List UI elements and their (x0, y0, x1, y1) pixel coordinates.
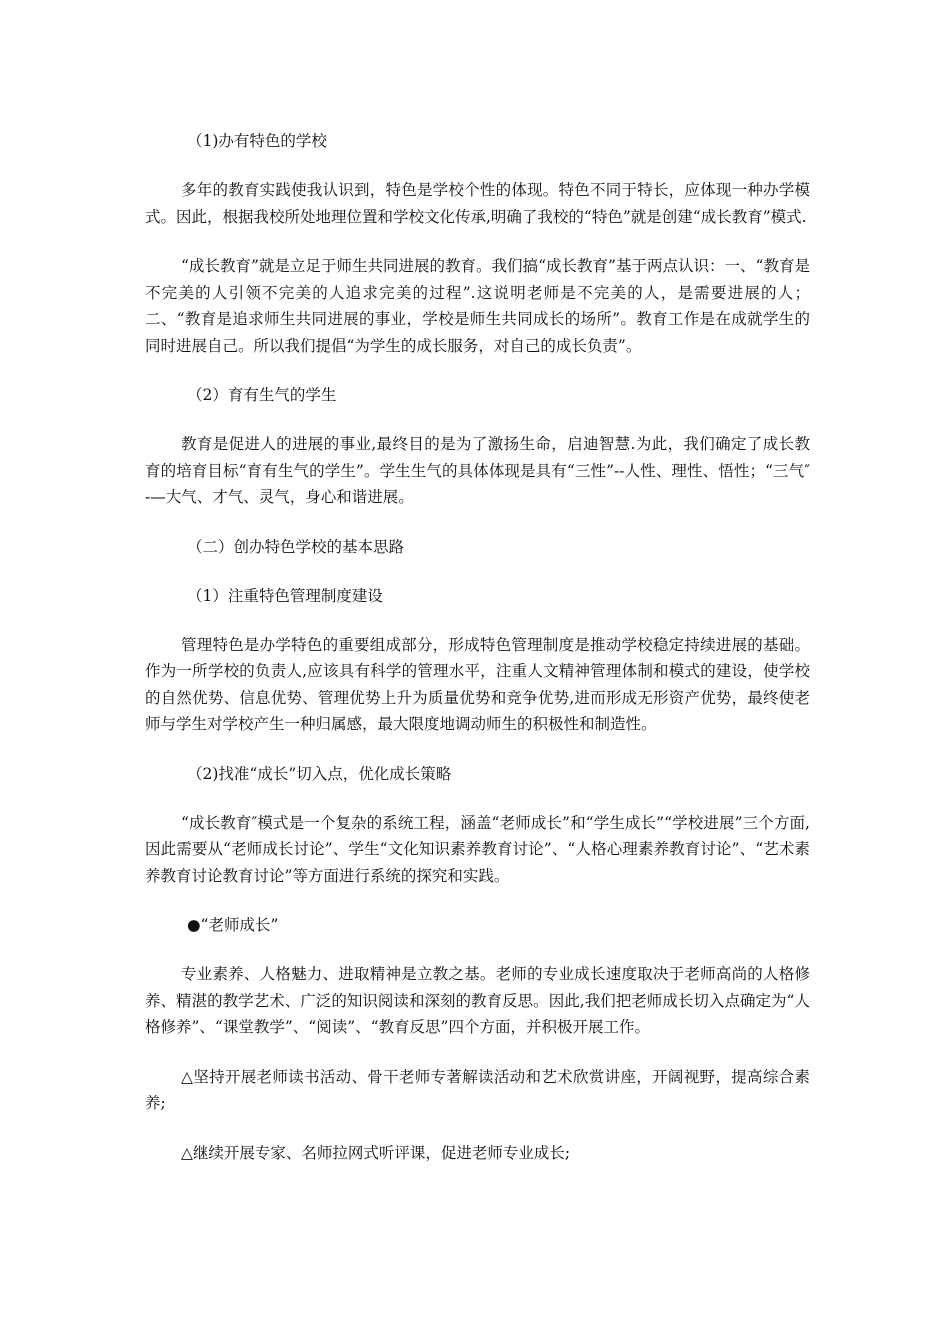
list-item-reading-activity: △坚持开展老师读书活动、骨干老师专著解读活动和艺术欣赏讲座，开阔视野，提高综合素养; (145, 1067, 810, 1112)
paragraph-growth-model: “成长教育″模式是一个复杂的系统工程，涵盖“老师成长”和“学生成长”“学校进展”三个方面,因此需要从“老师成长讨论”、学生“文化知识素养教育讨论”、“人格心理素养教育讨论”、“艺术素养教育讨论教育讨论”等方面进行系统的探究和实践。 (145, 813, 810, 885)
paragraph-feature-definition: 多年的教育实践使我认识到，特色是学校个性的体现。特色不同于特长，应体现一种办学模式。因此，根据我校所处地理位置和学校文化传承,明确了我校的“特色”就是创建“成长教育”模式. (145, 181, 810, 226)
section-heading-management-system: （1）注重特色管理制度建设 (187, 586, 383, 605)
spacer (145, 609, 810, 632)
paragraph-teacher-quality: 专业素养、人格魅力、进取精神是立教之基。老师的专业成长速度取决于老师高尚的人格修养、精湛的教学艺术、广泛的知识阅读和深刻的教育反思。因此,我们把老师成长切入点确定为“人格修养”、“课堂教学”、“阅读”、“教育反思”四个方面，并积极开展工作。 (145, 965, 810, 1036)
paragraph-management-feature: 管理特色是办学特色的重要组成部分，形成特色管理制度是推动学校稳定持续进展的基础。作为一所学校的负责人,应该具有科学的管理水平，注重人文精神管理体制和模式的建设，使学校的自然优势、信息优势、管理优势上升为质量优势和竞争优势,进而形成无形资产优势，最终使老师与学生对学校产生一种归属感，最大限度地调动师生的积极性和制造性。 (145, 635, 810, 733)
spacer (145, 1117, 810, 1140)
section-heading-teacher-growth: ●“老师成长” (187, 916, 279, 934)
paragraph-education-purpose: 教育是促进人的进展的事业,最终目的是为了激扬生命，启迪智慧.为此，我们确定了成长教育的培育目标“育有生气的学生”。学生生气的具体体现是具有“三性”--人性、理性、悟性；“三气″-—大气、才气、灵气，身心和谐进展。 (145, 435, 810, 506)
spacer (145, 154, 810, 177)
section-heading-school-feature: （1)办有特色的学校 (187, 132, 327, 150)
spacer (145, 408, 810, 431)
list-item-expert-evaluation: △继续开展专家、名师拉网式听评课，促进老师专业成长; (181, 1143, 571, 1162)
paragraph-growth-education: “成长教育”就是立足于师生共同进展的教育。我们搞“成长教育”基于两点认识：一、“教育是不完美的人引领不完美的人追求完美的过程”.这说明老师是不完美的人，是需要进展的人；二、“教育是追求师生共同进展的事业，学校是师生共同成长的场所”。教育工作是在成就学生的同时进展自己。所以我们提倡“为学生的成长服务，对自己的成长负责”。 (145, 257, 810, 355)
spacer (145, 560, 810, 583)
spacer (145, 230, 810, 253)
spacer (145, 938, 810, 961)
spacer (145, 738, 810, 761)
section-heading-growth-strategy: （2)找准“成长”切入点，优化成长策略 (187, 764, 452, 783)
section-heading-lively-students: （2）育有生气的学生 (187, 386, 337, 404)
section-heading-basic-ideas: （二）创办特色学校的基本思路 (187, 537, 405, 556)
spacer (145, 889, 810, 912)
spacer (145, 359, 810, 382)
spacer (145, 787, 810, 810)
spacer (145, 1041, 810, 1064)
spacer (145, 511, 810, 534)
